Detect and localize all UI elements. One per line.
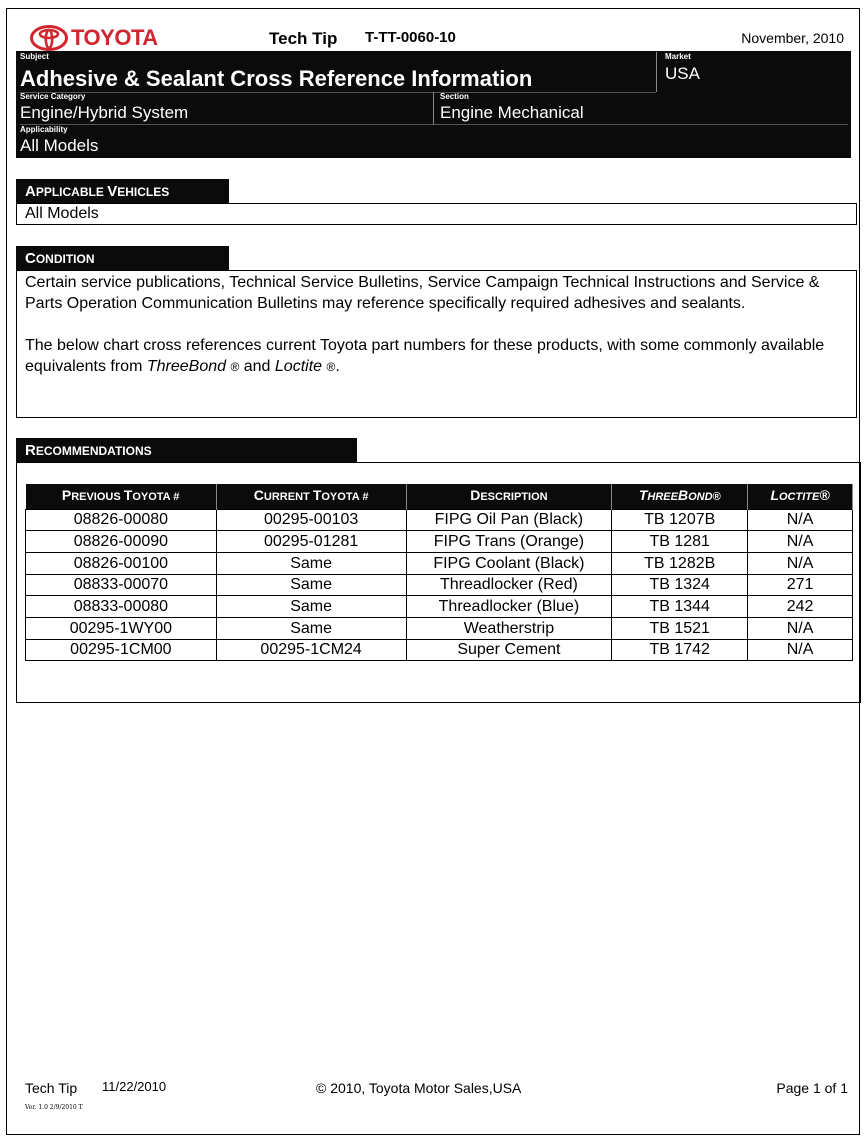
category-label: Service Category [20,92,86,101]
section-label: Section [440,92,469,101]
toyota-logo [30,24,158,52]
threebond-cell: TB 1344 [612,596,748,618]
current-part-cell: 00295-00103 [216,509,406,531]
paragraph-text: and [239,358,275,375]
description-cell: Threadlocker (Blue) [406,596,612,618]
table-row [26,531,853,553]
document-type: Tech Tip [269,29,338,48]
brand-wordmark: TOYOTA [71,25,158,50]
category-cell [20,92,433,125]
previous-part-cell: 00295-1CM00 [26,639,217,661]
subject-cell [20,52,656,93]
heading-initial: R [25,442,36,459]
condition-box [16,270,857,418]
section-cell [433,92,848,125]
heading-rest: ONDITION [35,252,95,266]
column-header-loctite: LOCTITE® [748,484,853,509]
heading-rest: EHICLES [117,185,170,199]
paragraph-text: The below chart cross references current Toyota part numbers for these products, with some commonly available equivalents from [25,337,825,375]
document-date: November, 2010 [741,30,844,46]
loctite-cell: N/A [748,509,853,531]
table-row [26,574,853,596]
threebond-cell: TB 1324 [612,574,748,596]
threebond-cell: TB 1521 [612,617,748,639]
previous-part-cell: 08826-00100 [26,552,217,574]
cross-reference-table [25,484,853,661]
current-part-cell: Same [216,596,406,618]
loctite-cell: N/A [748,552,853,574]
column-header-description: DESCRIPTION [406,484,612,509]
loctite-cell: 242 [748,596,853,618]
applicability-value: All Models [20,136,99,155]
column-header-current-toyota: CURRENT TOYOTA # [216,484,406,509]
condition-paragraph-2 [25,335,848,378]
heading-rest: ECOMMENDATIONS [35,444,152,458]
market-label: Market [665,52,691,61]
footer-doc-type: Tech Tip [25,1080,78,1096]
applicability-cell [20,125,848,157]
table-row [26,509,853,531]
column-header-previous-toyota: PREVIOUS TOYOTA # [26,484,217,509]
column-header-threebond: THREEBOND® [612,484,748,509]
previous-part-cell: 08826-00090 [26,531,217,553]
loctite-brand: Loctite [274,358,323,375]
threebond-cell: TB 1207B [612,509,748,531]
footer-copyright: © 2010, Toyota Motor Sales,USA [316,1080,522,1096]
document-number: T-TT-0060-10 [365,29,456,46]
current-part-cell: Same [216,617,406,639]
recommendations-box [16,462,861,703]
paragraph-text: . [335,358,340,375]
threebond-brand: ThreeBond [146,358,227,375]
previous-part-cell: 08833-00080 [26,596,217,618]
applicable-vehicles-text: All Models [16,203,857,225]
heading-initial: C [25,250,36,267]
description-cell: FIPG Trans (Orange) [406,531,612,553]
threebond-cell: TB 1282B [612,552,748,574]
table-row [26,596,853,618]
footer-date: 11/22/2010 [102,1079,167,1094]
previous-part-cell: 08833-00070 [26,574,217,596]
previous-part-cell: 00295-1WY00 [26,617,217,639]
recommendations-heading [16,438,357,462]
registered-mark: ® [230,360,240,374]
current-part-cell: 00295-01281 [216,531,406,553]
threebond-cell: TB 1281 [612,531,748,553]
section-value: Engine Mechanical [440,103,584,122]
previous-part-cell: 08826-00080 [26,509,217,531]
description-cell: FIPG Oil Pan (Black) [406,509,612,531]
loctite-cell: N/A [748,617,853,639]
table-row [26,617,853,639]
toyota-emblem-icon [30,25,68,51]
registered-mark: ® [326,360,336,374]
loctite-cell: N/A [748,639,853,661]
description-cell: Super Cement [406,639,612,661]
current-part-cell: Same [216,552,406,574]
description-cell: FIPG Coolant (Black) [406,552,612,574]
table-row [26,639,853,661]
table-row [26,552,853,574]
threebond-cell: TB 1742 [612,639,748,661]
info-block [16,51,851,158]
condition-heading [16,246,229,270]
footer-page-number: Page 1 of 1 [776,1080,848,1096]
description-cell: Threadlocker (Red) [406,574,612,596]
loctite-cell: N/A [748,531,853,553]
applicable-vehicles-heading [16,179,229,203]
subject-label: Subject [20,52,49,61]
category-value: Engine/Hybrid System [20,103,189,122]
loctite-cell: 271 [748,574,853,596]
market-value: USA [665,64,700,83]
table-header-row [26,484,853,509]
footer-version: Ver. 1.0 2/9/2010 T [25,1104,83,1111]
heading-rest: PPLICABLE [35,185,108,199]
heading-initial: A [25,183,36,200]
description-cell: Weatherstrip [406,617,612,639]
heading-initial: V [107,183,118,200]
current-part-cell: 00295-1CM24 [216,639,406,661]
market-cell [656,52,848,92]
condition-paragraph-1: Certain service publications, Technical Service Bulletins, Service Campaign Technical Instructions and Service & Parts Operation Communication Bulletins may reference specifically required adhesives and sealants. [25,274,820,312]
applicability-label: Applicability [20,125,68,134]
current-part-cell: Same [216,574,406,596]
subject-value: Adhesive & Sealant Cross Reference Information [20,66,533,91]
